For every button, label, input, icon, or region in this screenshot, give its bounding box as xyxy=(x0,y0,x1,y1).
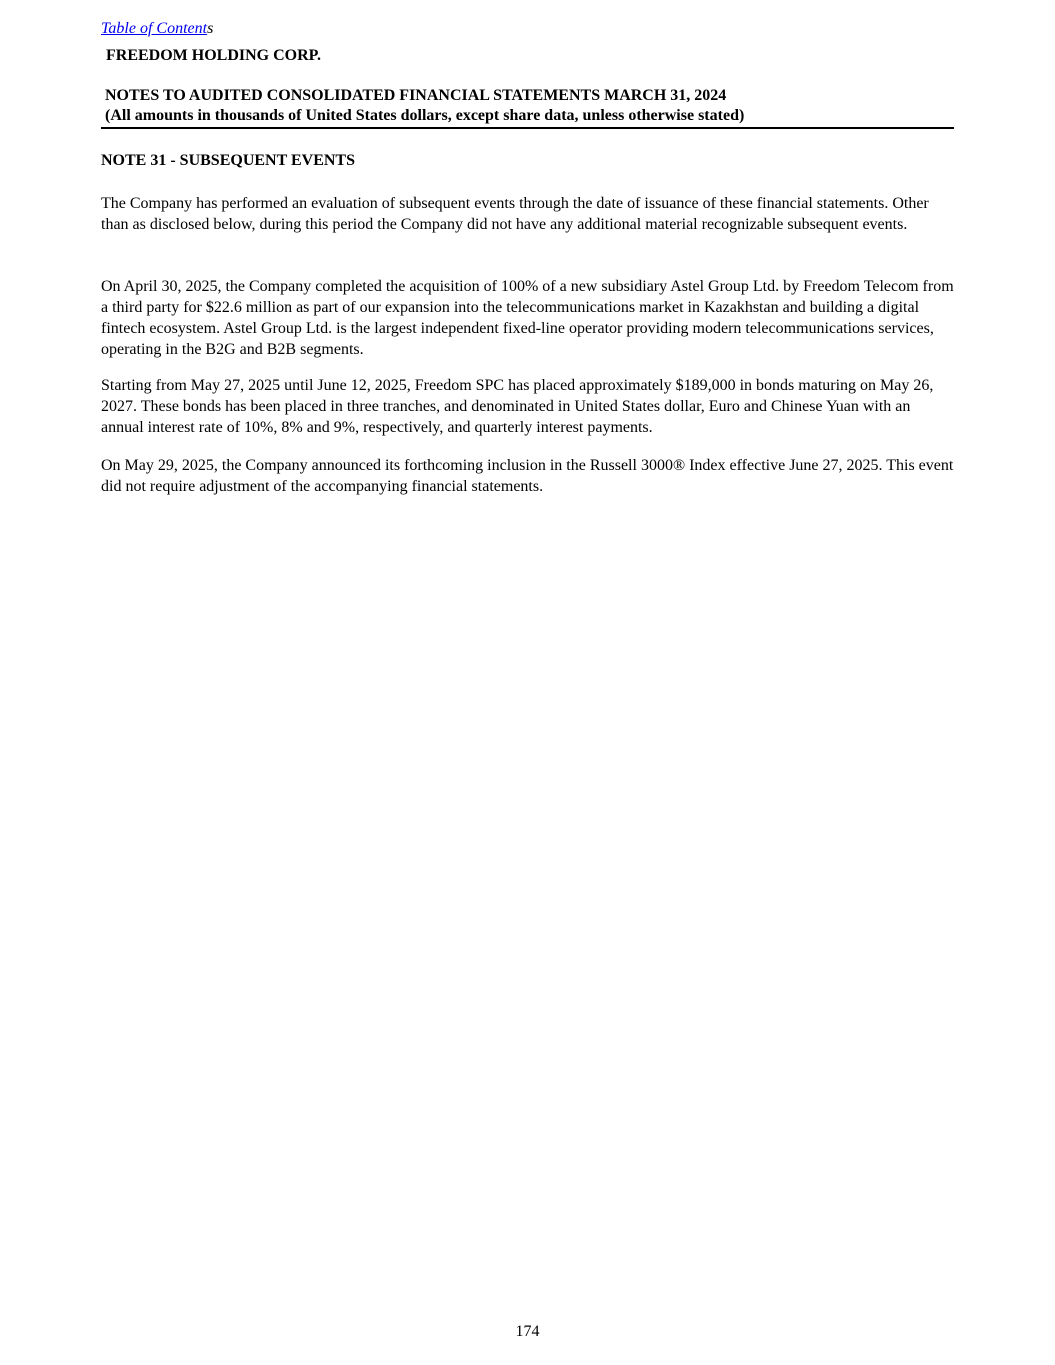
statement-title: NOTES TO AUDITED CONSOLIDATED FINANCIAL STATEMENTS MARCH 31, 2024 xyxy=(105,87,727,104)
paragraph: On May 29, 2025, the Company announced its forthcoming inclusion in the Russell 3000® Index effective June 27, 2025. This event did not require adjustment of the accompanying financial statements. xyxy=(101,457,954,495)
toc-link-suffix: s xyxy=(207,20,214,37)
note-title: NOTE 31 - SUBSEQUENT EVENTS xyxy=(101,152,355,169)
paragraph: Starting from May 27, 2025 until June 12, 2025, Freedom SPC has placed approximately $189,000 in bonds maturing on May 26, 2027. These bonds has been placed in three tranches, and denominated in United States dollar, Euro and Chinese Yuan with an annual interest rate of 10%, 8% and 9%, respectively, and quarterly interest payments. xyxy=(101,377,934,436)
company-name: FREEDOM HOLDING CORP. xyxy=(106,47,321,64)
page-number: 174 xyxy=(515,1323,540,1340)
statement-header xyxy=(101,86,954,129)
table-of-contents-link[interactable]: Table of Content xyxy=(101,20,208,37)
table-of-contents-link-wrapper xyxy=(101,20,213,38)
paragraph: The Company has performed an evaluation of subsequent events through the date of issuance of these financial statements. Other than as disclosed below, during this period the Company did not have any additional material recognizable subsequent events. xyxy=(101,195,929,233)
statement-subtitle: (All amounts in thousands of United States dollars, except share data, unless otherwise stated) xyxy=(105,107,745,124)
paragraph: On April 30, 2025, the Company completed the acquisition of 100% of a new subsidiary Astel Group Ltd. by Freedom Telecom from a third party for $22.6 million as part of our expansion into the telecommunications market in Kazakhstan and building a digital fintech ecosystem. Astel Group Ltd. is the largest independent fixed-line operator providing modern telecommunications services, operating in the B2G and B2B segments. xyxy=(101,278,954,358)
